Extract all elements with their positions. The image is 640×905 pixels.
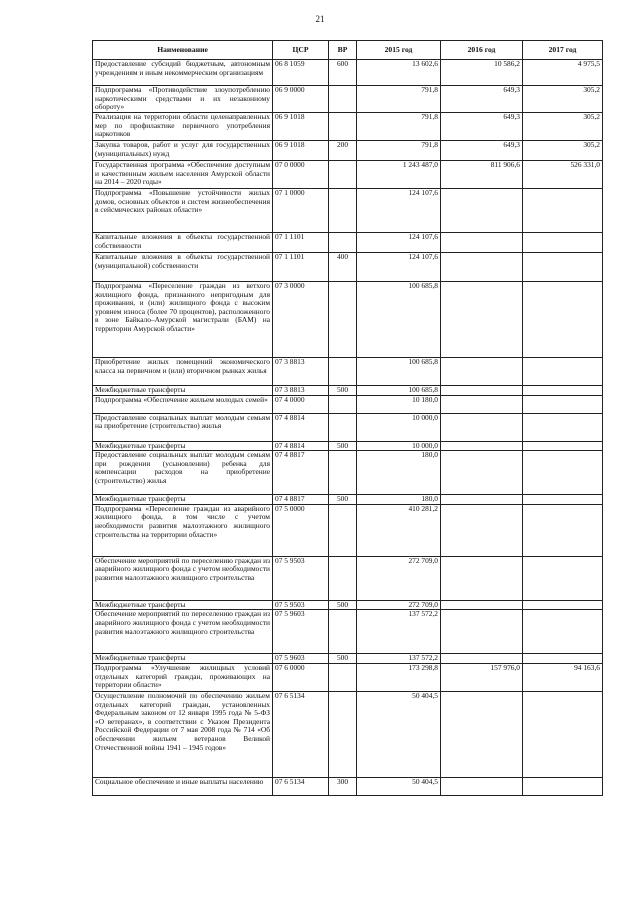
row-2016-cell: 10 586,2 — [441, 60, 523, 86]
row-2015-cell: 791,8 — [357, 141, 441, 161]
row-2016-cell: 157 976,0 — [441, 663, 523, 691]
row-csr-cell: 07 5 0000 — [273, 504, 329, 556]
row-vr-cell — [329, 395, 357, 413]
row-name-cell: Осуществление полномочий по обеспечению жильем отдельных категорий граждан, установленных Федеральным законом от 12 января 1995 года № 5-ФЗ «О ветеранах», в соответствии с Указом Президента Российской Федерации от 7 мая 2008 года № 714 «Об обеспечении жильем ветеранов Великой Отечественной войны 1941 – 1945 годов» — [93, 691, 273, 777]
row-2015-cell: 100 685,8 — [357, 358, 441, 386]
row-2017-cell — [523, 610, 603, 654]
row-csr-cell: 07 6 5134 — [273, 777, 329, 795]
table-row — [93, 610, 603, 654]
table-row — [93, 113, 603, 141]
row-csr-cell: 07 5 9603 — [273, 654, 329, 664]
row-csr-cell: 07 6 0000 — [273, 663, 329, 691]
row-2015-cell: 1 243 487,0 — [357, 161, 441, 189]
table-row — [93, 495, 603, 505]
row-2016-cell — [441, 358, 523, 386]
row-2015-cell: 10 000,0 — [357, 441, 441, 451]
row-2017-cell — [523, 777, 603, 795]
row-2016-cell — [441, 600, 523, 610]
row-name-cell: Подпрограмма «Противодействие злоупотреблению наркотическими средствами и их незаконному обороту» — [93, 86, 273, 113]
row-2016-cell — [441, 556, 523, 600]
column-header-csr: ЦСР — [273, 41, 329, 60]
row-csr-cell: 07 1 1101 — [273, 233, 329, 253]
row-2016-cell — [441, 189, 523, 233]
column-header-2015: 2015 год — [357, 41, 441, 60]
row-2015-cell: 100 685,8 — [357, 386, 441, 396]
row-csr-cell: 07 3 0000 — [273, 282, 329, 358]
row-vr-cell — [329, 451, 357, 495]
row-csr-cell: 07 3 8813 — [273, 386, 329, 396]
row-vr-cell: 200 — [329, 141, 357, 161]
row-2017-cell: 305,2 — [523, 141, 603, 161]
table-row — [93, 141, 603, 161]
table-body — [93, 60, 603, 796]
row-2016-cell — [441, 233, 523, 253]
row-2016-cell: 811 906,6 — [441, 161, 523, 189]
table-row — [93, 386, 603, 396]
row-csr-cell: 07 5 9503 — [273, 556, 329, 600]
row-2017-cell — [523, 691, 603, 777]
table-row — [93, 777, 603, 795]
row-2016-cell: 649,3 — [441, 113, 523, 141]
row-csr-cell: 07 5 9503 — [273, 600, 329, 610]
row-name-cell: Капитальные вложения в объекты государственной собственности — [93, 233, 273, 253]
row-vr-cell: 500 — [329, 386, 357, 396]
row-2017-cell — [523, 189, 603, 233]
row-2017-cell — [523, 600, 603, 610]
row-name-cell: Предоставление социальных выплат молодым семьям при рождении (усыновлении) ребенка для компенсации расходов на приобретение (строительство) жилья — [93, 451, 273, 495]
row-name-cell: Межбюджетные трансферты — [93, 386, 273, 396]
row-name-cell: Реализация на территории области целенаправленных мер по профилактике первичного употребления наркотиков — [93, 113, 273, 141]
row-csr-cell: 07 0 0000 — [273, 161, 329, 189]
row-2017-cell — [523, 451, 603, 495]
row-2017-cell: 94 163,6 — [523, 663, 603, 691]
row-name-cell: Межбюджетные трансферты — [93, 441, 273, 451]
row-csr-cell: 07 6 5134 — [273, 691, 329, 777]
column-header-name: Наименование — [93, 41, 273, 60]
row-2015-cell: 124 107,6 — [357, 233, 441, 253]
table-row — [93, 282, 603, 358]
row-2016-cell — [441, 413, 523, 441]
row-name-cell: Приобретение жилых помещений экономического класса на первичном и (или) вторичном рынках жилья — [93, 358, 273, 386]
row-name-cell: Межбюджетные трансферты — [93, 495, 273, 505]
row-csr-cell: 06 8 1059 — [273, 60, 329, 86]
row-2017-cell — [523, 441, 603, 451]
table-row — [93, 395, 603, 413]
row-2017-cell — [523, 495, 603, 505]
row-name-cell: Социальное обеспечение и иные выплаты населению — [93, 777, 273, 795]
row-name-cell: Подпрограмма «Обеспечение жильем молодых семей» — [93, 395, 273, 413]
budget-table — [92, 40, 603, 796]
row-2015-cell: 180,0 — [357, 495, 441, 505]
row-2016-cell: 649,3 — [441, 86, 523, 113]
row-2017-cell — [523, 358, 603, 386]
row-name-cell: Обеспечение мероприятий по переселению граждан из аварийного жилищного фонда с учетом необходимости развития малоэтажного жилищного строительства — [93, 610, 273, 654]
row-vr-cell — [329, 161, 357, 189]
row-csr-cell: 07 1 1101 — [273, 253, 329, 282]
row-2016-cell — [441, 495, 523, 505]
row-2015-cell: 791,8 — [357, 113, 441, 141]
row-2016-cell — [441, 282, 523, 358]
row-name-cell: Обеспечение мероприятий по переселению граждан из аварийного жилищного фонда с учетом необходимости развития малоэтажного жилищного строительства — [93, 556, 273, 600]
row-name-cell: Закупка товаров, работ и услуг для государственных (муниципальных) нужд — [93, 141, 273, 161]
row-2016-cell — [441, 777, 523, 795]
row-vr-cell: 300 — [329, 777, 357, 795]
table-row — [93, 691, 603, 777]
row-2016-cell — [441, 504, 523, 556]
row-name-cell: Подпрограмма «Повышение устойчивости жилых домов, основных объектов и систем жизнеобеспечения в сейсмических районах области» — [93, 189, 273, 233]
row-2015-cell: 272 709,0 — [357, 600, 441, 610]
row-2017-cell: 526 331,0 — [523, 161, 603, 189]
row-csr-cell: 07 4 0000 — [273, 395, 329, 413]
table-row — [93, 358, 603, 386]
row-2016-cell — [441, 691, 523, 777]
column-header-2017: 2017 год — [523, 41, 603, 60]
row-2015-cell: 10 000,0 — [357, 413, 441, 441]
table-row — [93, 233, 603, 253]
row-vr-cell: 400 — [329, 253, 357, 282]
header-row — [93, 41, 603, 60]
row-vr-cell — [329, 413, 357, 441]
row-2015-cell: 137 572,2 — [357, 654, 441, 664]
table-row — [93, 413, 603, 441]
table-row — [93, 189, 603, 233]
row-csr-cell: 07 4 8814 — [273, 413, 329, 441]
table-row — [93, 60, 603, 86]
row-2015-cell: 410 281,2 — [357, 504, 441, 556]
row-vr-cell — [329, 233, 357, 253]
row-2017-cell — [523, 395, 603, 413]
row-2017-cell — [523, 413, 603, 441]
row-vr-cell: 500 — [329, 441, 357, 451]
row-name-cell: Межбюджетные трансферты — [93, 654, 273, 664]
row-csr-cell: 07 4 8814 — [273, 441, 329, 451]
row-vr-cell — [329, 663, 357, 691]
row-name-cell: Подпрограмма «Переселение граждан из аварийного жилищного фонда, в том числе с учетом необходимости развития малоэтажного жилищного строительства на территории области» — [93, 504, 273, 556]
row-2015-cell: 791,8 — [357, 86, 441, 113]
row-2015-cell: 50 404,5 — [357, 777, 441, 795]
row-2015-cell: 10 180,0 — [357, 395, 441, 413]
row-2015-cell: 124 107,6 — [357, 253, 441, 282]
row-name-cell: Государственная программа «Обеспечение доступным и качественным жильем населения Амурской области на 2014 – 2020 годы» — [93, 161, 273, 189]
row-2017-cell — [523, 386, 603, 396]
row-csr-cell: 06 9 1018 — [273, 141, 329, 161]
table-row — [93, 161, 603, 189]
column-header-vr: ВР — [329, 41, 357, 60]
row-vr-cell: 600 — [329, 60, 357, 86]
row-2015-cell: 100 685,8 — [357, 282, 441, 358]
row-csr-cell: 06 9 0000 — [273, 86, 329, 113]
row-2017-cell — [523, 282, 603, 358]
row-vr-cell — [329, 189, 357, 233]
table-row — [93, 663, 603, 691]
row-2015-cell: 13 602,6 — [357, 60, 441, 86]
row-vr-cell — [329, 282, 357, 358]
row-2015-cell: 50 404,5 — [357, 691, 441, 777]
row-2016-cell — [441, 451, 523, 495]
row-vr-cell — [329, 358, 357, 386]
row-csr-cell: 07 4 8817 — [273, 495, 329, 505]
row-2015-cell: 272 709,0 — [357, 556, 441, 600]
row-2017-cell — [523, 556, 603, 600]
row-2017-cell — [523, 504, 603, 556]
row-2016-cell — [441, 253, 523, 282]
row-name-cell: Капитальные вложения в объекты государственной (муниципальной) собственности — [93, 253, 273, 282]
row-2017-cell — [523, 253, 603, 282]
row-name-cell: Предоставление субсидий бюджетным, автономным учреждениям и иным некоммерческим организациям — [93, 60, 273, 86]
row-vr-cell — [329, 610, 357, 654]
row-2016-cell: 649,3 — [441, 141, 523, 161]
column-header-2016: 2016 год — [441, 41, 523, 60]
row-2015-cell: 124 107,6 — [357, 189, 441, 233]
row-2016-cell — [441, 610, 523, 654]
table-row — [93, 253, 603, 282]
row-name-cell: Межбюджетные трансферты — [93, 600, 273, 610]
row-name-cell: Предоставление социальных выплат молодым семьям на приобретение (строительство) жилья — [93, 413, 273, 441]
table-row — [93, 504, 603, 556]
row-csr-cell: 07 1 0000 — [273, 189, 329, 233]
row-csr-cell: 06 9 1018 — [273, 113, 329, 141]
row-name-cell: Подпрограмма «Улучшение жилищных условий отдельных категорий граждан, проживающих на территории области» — [93, 663, 273, 691]
row-2017-cell: 305,2 — [523, 113, 603, 141]
table-row — [93, 556, 603, 600]
row-name-cell: Подпрограмма «Переселение граждан из ветхого жилищного фонда, признанного непригодным для проживания, и (или) жилищного фонда с высоким уровнем износа (более 70 процентов), расположенного в зоне Байкало–Амурской магистрали (БАМ) на территории Амурской области» — [93, 282, 273, 358]
row-2015-cell: 180,0 — [357, 451, 441, 495]
row-csr-cell: 07 3 8813 — [273, 358, 329, 386]
row-2015-cell: 137 572,2 — [357, 610, 441, 654]
row-vr-cell — [329, 504, 357, 556]
row-2017-cell — [523, 233, 603, 253]
row-2017-cell: 305,2 — [523, 86, 603, 113]
row-csr-cell: 07 4 8817 — [273, 451, 329, 495]
row-vr-cell: 500 — [329, 654, 357, 664]
row-vr-cell — [329, 86, 357, 113]
row-vr-cell — [329, 691, 357, 777]
row-2016-cell — [441, 441, 523, 451]
row-vr-cell — [329, 556, 357, 600]
row-2015-cell: 173 298,8 — [357, 663, 441, 691]
row-vr-cell: 500 — [329, 495, 357, 505]
table-row — [93, 451, 603, 495]
row-vr-cell — [329, 113, 357, 141]
page-number: 21 — [315, 14, 325, 24]
row-csr-cell: 07 5 9603 — [273, 610, 329, 654]
row-2016-cell — [441, 386, 523, 396]
table-header — [93, 41, 603, 60]
row-2016-cell — [441, 395, 523, 413]
row-vr-cell: 500 — [329, 600, 357, 610]
table-row — [93, 86, 603, 113]
row-2017-cell: 4 975,5 — [523, 60, 603, 86]
